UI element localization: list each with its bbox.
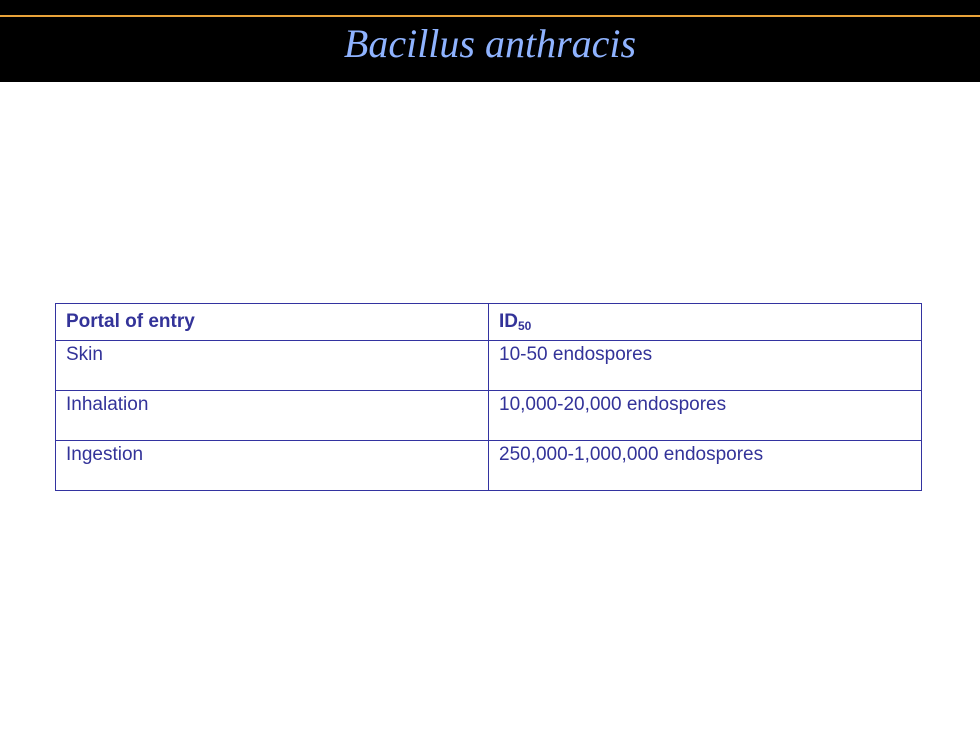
- portal-cell: Ingestion: [56, 441, 489, 491]
- header-portal-of-entry: Portal of entry: [56, 304, 489, 341]
- id50-cell: 10,000-20,000 endospores: [489, 391, 922, 441]
- table-header-row: [56, 304, 922, 341]
- id50-cell: 250,000-1,000,000 endospores: [489, 441, 922, 491]
- table-row: [56, 341, 922, 391]
- table-row: [56, 441, 922, 491]
- portal-cell: Inhalation: [56, 391, 489, 441]
- id50-table: [55, 303, 922, 491]
- portal-cell: Skin: [56, 341, 489, 391]
- table-row: [56, 391, 922, 441]
- title-bar: [0, 0, 980, 82]
- header-id50: [489, 304, 922, 341]
- header-id50-subscript: 50: [518, 319, 532, 333]
- title-rule: [0, 15, 980, 17]
- slide-title: Bacillus anthracis: [343, 21, 637, 66]
- id50-cell: 10-50 endospores: [489, 341, 922, 391]
- header-id50-main: ID: [499, 311, 518, 332]
